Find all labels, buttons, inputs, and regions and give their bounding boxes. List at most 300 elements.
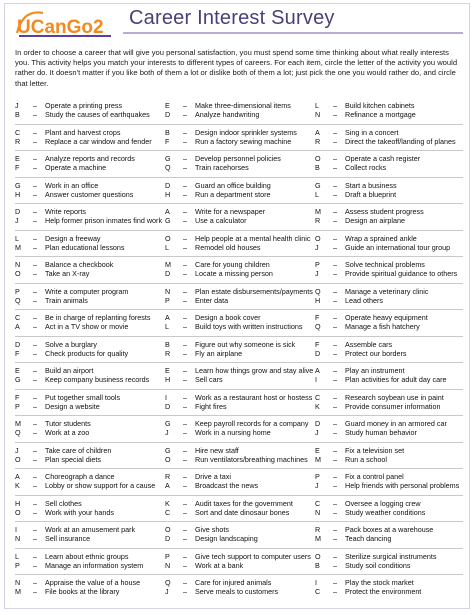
choice-letter[interactable]: Q (165, 163, 171, 172)
choice-item[interactable] (315, 534, 465, 544)
choice-item[interactable] (315, 375, 465, 385)
choice-letter[interactable]: K (165, 498, 170, 508)
dash-separator: – (333, 322, 337, 331)
choice-letter[interactable]: P (315, 260, 320, 269)
choice-letter[interactable]: P (315, 472, 320, 481)
dash-separator: – (333, 366, 337, 375)
choice-activity: Plan activities for adult day care (345, 375, 447, 384)
choice-item[interactable] (165, 561, 315, 571)
choice-pair (315, 287, 465, 307)
choice-letter[interactable]: M (315, 207, 321, 216)
choice-letter[interactable]: L (165, 242, 169, 252)
choice-item[interactable] (315, 508, 465, 518)
dash-separator: – (33, 375, 37, 384)
choice-letter[interactable]: P (15, 401, 20, 411)
choice-activity: Plan educational lessons (45, 242, 125, 252)
choice-item[interactable] (165, 243, 315, 253)
choice-item[interactable] (165, 322, 315, 332)
choice-letter[interactable]: N (165, 286, 171, 296)
choice-activity: Take an X-ray (45, 269, 90, 278)
choice-letter[interactable]: H (315, 295, 321, 305)
choice-letter[interactable]: M (15, 242, 21, 252)
choice-activity: Work with your hands (45, 507, 114, 517)
choice-letter[interactable]: L (315, 101, 319, 110)
choice-letter[interactable]: M (315, 534, 321, 543)
dash-separator: – (33, 242, 37, 252)
dash-separator: – (33, 180, 37, 190)
choice-letter[interactable]: G (165, 419, 171, 428)
choice-item[interactable] (15, 137, 165, 147)
choice-letter[interactable]: C (165, 507, 171, 517)
choice-letter[interactable]: O (165, 525, 171, 534)
choice-item[interactable] (315, 322, 465, 332)
choice-pair (15, 366, 165, 386)
choice-item[interactable] (165, 508, 315, 518)
choice-activity: Protect the environment (345, 587, 422, 596)
choice-activity: Operate heavy equipment (345, 313, 428, 322)
choice-pair (165, 552, 315, 572)
dash-separator: – (183, 578, 187, 587)
dash-separator: – (33, 481, 37, 490)
choice-item[interactable] (165, 375, 315, 385)
choice-letter[interactable]: E (15, 154, 20, 163)
choice-pair (165, 472, 315, 492)
choice-letter[interactable]: I (315, 375, 317, 384)
choice-letter[interactable]: E (165, 366, 170, 375)
choice-letter[interactable]: Q (315, 286, 321, 296)
choice-letter[interactable]: E (15, 366, 20, 375)
choice-item[interactable] (15, 587, 165, 597)
choice-activity: Give tech support to computer users (195, 551, 311, 561)
row-divider (15, 150, 463, 151)
choice-letter[interactable]: N (315, 110, 321, 119)
choice-letter[interactable]: D (165, 180, 171, 190)
choice-letter[interactable]: O (315, 154, 321, 163)
choice-letter[interactable]: L (315, 189, 319, 199)
choice-activity: Make three-dimensional items (195, 101, 291, 110)
choice-letter[interactable]: F (315, 313, 320, 322)
choice-letter[interactable]: C (15, 127, 21, 137)
choice-letter[interactable]: D (165, 534, 171, 543)
choice-pair (15, 260, 165, 280)
dash-separator: – (183, 428, 187, 437)
choice-letter[interactable]: G (15, 375, 21, 384)
choice-letter[interactable]: E (315, 445, 320, 455)
dash-separator: – (333, 260, 337, 269)
dash-separator: – (183, 525, 187, 534)
dash-separator: – (33, 578, 37, 587)
dash-separator: – (33, 286, 37, 296)
choice-activity: Work at an amusement park (45, 525, 136, 534)
dash-separator: – (183, 154, 187, 163)
choice-letter[interactable]: Q (15, 428, 21, 437)
dash-separator: – (183, 313, 187, 322)
dash-separator: – (33, 233, 37, 243)
choice-item[interactable] (15, 561, 165, 571)
choice-item[interactable] (15, 402, 165, 412)
choice-item[interactable] (165, 269, 315, 279)
choice-letter[interactable]: B (315, 560, 320, 570)
choice-activity: Solve a burglary (45, 339, 97, 349)
choice-pair (315, 101, 465, 121)
row-divider (15, 362, 463, 363)
choice-activity: Appraise the value of a house (45, 578, 141, 587)
choice-activity: Keep company business records (45, 375, 150, 384)
choice-letter[interactable]: J (15, 101, 19, 110)
dash-separator: – (183, 401, 187, 411)
choice-item[interactable] (15, 428, 165, 438)
choice-letter[interactable]: A (165, 481, 170, 490)
choice-item[interactable] (315, 561, 465, 571)
dash-separator: – (333, 525, 337, 534)
choice-activity: Study soil conditions (345, 560, 411, 570)
choice-letter[interactable]: J (165, 428, 169, 437)
title-underline (123, 32, 463, 34)
choice-letter[interactable]: O (15, 454, 21, 464)
choice-letter[interactable]: R (315, 136, 321, 146)
dash-separator: – (33, 110, 37, 119)
dash-separator: – (333, 313, 337, 322)
choice-letter[interactable]: G (165, 216, 171, 225)
row-divider (15, 309, 463, 310)
choice-activity: Train racehorses (195, 163, 249, 172)
choice-item[interactable] (15, 216, 165, 226)
choice-letter[interactable]: H (15, 498, 21, 508)
choice-letter[interactable]: G (15, 180, 21, 190)
choice-pair (315, 340, 465, 360)
choice-letter[interactable]: I (15, 525, 17, 534)
choice-activity: Design a website (45, 401, 100, 411)
choice-item[interactable] (15, 243, 165, 253)
choice-letter[interactable]: A (165, 313, 170, 322)
choice-item[interactable] (15, 375, 165, 385)
choice-item[interactable] (165, 481, 315, 491)
dash-separator: – (183, 507, 187, 517)
row-divider (15, 230, 463, 231)
choice-activity: Learn how things grow and stay alive (195, 366, 314, 375)
choice-item[interactable] (315, 163, 465, 173)
dash-separator: – (33, 339, 37, 349)
choice-activity: Collect rocks (345, 163, 387, 172)
dash-separator: – (33, 534, 37, 543)
choice-activity: Act in a TV show or movie (45, 322, 129, 331)
choice-letter[interactable]: F (15, 392, 20, 402)
choice-item[interactable] (315, 481, 465, 491)
choice-activity: Draft a blueprint (345, 189, 397, 199)
choice-activity: Work at a zoo (45, 428, 90, 437)
choice-letter[interactable]: J (315, 242, 319, 252)
ucango2-logo (13, 7, 117, 39)
choice-letter[interactable]: L (15, 233, 19, 243)
choice-letter[interactable]: R (165, 472, 171, 481)
dash-separator: – (333, 242, 337, 252)
choice-activity: Care for young children (195, 260, 270, 269)
choice-letter[interactable]: J (315, 428, 319, 437)
dash-separator: – (333, 454, 337, 464)
choice-letter[interactable]: J (15, 216, 19, 225)
choice-letter[interactable]: N (15, 260, 21, 269)
dash-separator: – (183, 322, 187, 331)
choice-letter[interactable]: E (165, 101, 170, 110)
choice-pair (315, 128, 465, 148)
choice-letter[interactable]: K (15, 481, 20, 490)
choice-letter[interactable]: D (165, 269, 171, 278)
choice-activity: Start a business (345, 180, 397, 190)
choice-letter[interactable]: A (315, 127, 320, 137)
row-divider (15, 521, 463, 522)
choice-letter[interactable]: D (15, 207, 21, 216)
choice-letter[interactable]: B (165, 127, 170, 137)
choice-letter[interactable]: P (165, 295, 170, 305)
choice-pair (315, 499, 465, 519)
choice-pair (15, 499, 165, 519)
choice-item[interactable] (15, 190, 165, 200)
choice-item[interactable] (165, 110, 315, 120)
choice-letter[interactable]: I (315, 578, 317, 587)
choice-letter[interactable]: O (315, 233, 321, 243)
choice-letter[interactable]: Q (165, 578, 171, 587)
choice-letter[interactable]: A (15, 472, 20, 481)
dash-separator: – (333, 551, 337, 561)
choice-item[interactable] (315, 110, 465, 120)
choice-letter[interactable]: I (165, 392, 167, 402)
choice-pair (15, 234, 165, 254)
dash-separator: – (333, 419, 337, 428)
choice-letter[interactable]: B (165, 339, 170, 349)
choice-item[interactable] (165, 349, 315, 359)
choice-letter[interactable]: G (165, 445, 171, 455)
choice-letter[interactable]: O (315, 551, 321, 561)
choice-activity: Play the stock market (345, 578, 414, 587)
choice-item[interactable] (315, 243, 465, 253)
dash-separator: – (333, 110, 337, 119)
dash-separator: – (333, 392, 337, 402)
choice-pair (15, 287, 165, 307)
choice-pair (15, 154, 165, 174)
choice-letter[interactable]: P (15, 286, 20, 296)
choice-letter[interactable]: P (15, 560, 20, 570)
choice-letter[interactable]: O (165, 233, 171, 243)
choice-letter[interactable]: M (165, 260, 171, 269)
choice-pair (15, 181, 165, 201)
choice-item[interactable] (315, 269, 465, 279)
dash-separator: – (333, 498, 337, 508)
choice-pair (165, 340, 315, 360)
choice-activity: Provide spiritual guidance to others (345, 269, 458, 278)
choice-letter[interactable]: C (315, 392, 321, 402)
choice-letter[interactable]: R (315, 216, 321, 225)
choice-activity: Study human behavior (345, 428, 417, 437)
choice-activity: Take care of children (45, 445, 112, 455)
choice-letter[interactable]: O (15, 269, 21, 278)
choice-activity: Design indoor sprinkler systems (195, 127, 297, 137)
choice-pair (165, 128, 315, 148)
choice-item[interactable] (315, 455, 465, 465)
choice-letter[interactable]: F (15, 163, 20, 172)
choice-activity: Fix a television set (345, 445, 405, 455)
choice-letter[interactable]: Q (315, 322, 321, 331)
choice-letter[interactable]: O (15, 507, 21, 517)
choice-item[interactable] (165, 296, 315, 306)
choice-activity: Sort and date dinosaur bones (195, 507, 290, 517)
row-divider (15, 389, 463, 390)
dash-separator: – (333, 189, 337, 199)
choice-activity: Broadcast the news (195, 481, 259, 490)
choice-activity: Fight fires (195, 401, 227, 411)
choice-pair (315, 446, 465, 466)
choice-letter[interactable]: B (15, 110, 20, 119)
choice-item[interactable] (315, 137, 465, 147)
dash-separator: – (33, 419, 37, 428)
choice-letter[interactable]: J (15, 445, 19, 455)
choice-letter[interactable]: M (315, 454, 321, 464)
choice-activity: Work at a bank (195, 560, 244, 570)
choice-item[interactable] (315, 190, 465, 200)
dash-separator: – (333, 587, 337, 596)
choice-item[interactable] (15, 296, 165, 306)
choice-item[interactable] (315, 587, 465, 597)
choice-item[interactable] (165, 455, 315, 465)
choice-letter[interactable]: G (165, 154, 171, 163)
choice-letter[interactable]: K (315, 401, 320, 411)
choice-activity: Check products for quality (45, 348, 129, 358)
choice-pair (315, 260, 465, 280)
dash-separator: – (33, 560, 37, 570)
row-divider (15, 495, 463, 496)
survey-page (4, 3, 470, 609)
dash-separator: – (183, 560, 187, 570)
dash-separator: – (183, 269, 187, 278)
choice-letter[interactable]: L (165, 322, 169, 331)
choice-letter[interactable]: J (165, 587, 169, 596)
dash-separator: – (183, 551, 187, 561)
choice-letter[interactable]: G (315, 180, 321, 190)
choice-pair (15, 446, 165, 466)
choice-item[interactable] (165, 216, 315, 226)
choice-activity: Oversee a logging crew (345, 498, 421, 508)
choice-letter[interactable]: D (315, 348, 321, 358)
choice-item[interactable] (15, 455, 165, 465)
choice-item[interactable] (165, 534, 315, 544)
choice-activity: Sell clothes (45, 498, 82, 508)
choice-item[interactable] (165, 428, 315, 438)
choice-item[interactable] (315, 216, 465, 226)
choice-activity: Analyze handwriting (195, 110, 260, 119)
choice-letter[interactable]: M (15, 587, 21, 596)
choice-letter[interactable]: J (315, 481, 319, 490)
choice-activity: Wrap a sprained ankle (345, 233, 417, 243)
dash-separator: – (333, 445, 337, 455)
choice-letter[interactable]: D (165, 401, 171, 411)
dash-separator: – (33, 313, 37, 322)
dash-separator: – (333, 216, 337, 225)
choice-item[interactable] (165, 587, 315, 597)
choice-item[interactable] (165, 137, 315, 147)
choice-letter[interactable]: P (165, 551, 170, 561)
dash-separator: – (333, 101, 337, 110)
choice-item[interactable] (315, 428, 465, 438)
choice-letter[interactable]: M (15, 419, 21, 428)
choice-letter[interactable]: R (165, 348, 171, 358)
choice-activity: Research soybean use in paint (345, 392, 444, 402)
choice-letter[interactable]: H (15, 189, 21, 199)
choice-letter[interactable]: F (315, 339, 320, 349)
choice-pair (15, 128, 165, 148)
choice-letter[interactable]: H (165, 375, 171, 384)
dash-separator: – (333, 578, 337, 587)
choice-item[interactable] (15, 349, 165, 359)
dash-separator: – (183, 233, 187, 243)
choice-letter[interactable]: Q (15, 295, 21, 305)
choice-letter[interactable]: H (165, 189, 171, 199)
choice-item[interactable] (15, 481, 165, 491)
dash-separator: – (183, 392, 187, 402)
choice-letter[interactable]: A (165, 207, 170, 216)
choice-letter[interactable]: A (15, 322, 20, 331)
choice-letter[interactable]: C (315, 498, 321, 508)
choice-activity: Protect our borders (345, 348, 407, 358)
choice-item[interactable] (165, 402, 315, 412)
choice-letter[interactable]: R (315, 525, 321, 534)
choice-letter[interactable]: C (15, 313, 21, 322)
choice-letter[interactable]: F (15, 348, 20, 358)
choice-letter[interactable]: R (15, 136, 21, 146)
choice-activity: Operate a printing press (45, 101, 123, 110)
choice-activity: Build kitchen cabinets (345, 101, 415, 110)
dash-separator: – (33, 498, 37, 508)
choice-activity: Solve technical problems (345, 260, 425, 269)
choice-letter[interactable]: F (165, 136, 170, 146)
choice-item[interactable] (15, 508, 165, 518)
choice-letter[interactable]: N (15, 534, 21, 543)
choice-activity: Refinance a mortgage (345, 110, 416, 119)
dash-separator: – (33, 163, 37, 172)
choice-item[interactable] (15, 163, 165, 173)
choice-item[interactable] (315, 296, 465, 306)
choice-pair (15, 472, 165, 492)
choice-letter[interactable]: B (315, 163, 320, 172)
dash-separator: – (183, 136, 187, 146)
choice-item[interactable] (315, 349, 465, 359)
choice-item[interactable] (15, 269, 165, 279)
choice-activity: Operate a cash register (345, 154, 421, 163)
choice-pair (15, 578, 165, 598)
choice-item[interactable] (15, 322, 165, 332)
choice-activity: Write for a newspaper (195, 207, 266, 216)
dash-separator: – (183, 110, 187, 119)
choice-item[interactable] (15, 534, 165, 544)
choice-letter[interactable]: N (15, 578, 21, 587)
choice-activity: Work in an office (45, 180, 99, 190)
choice-letter[interactable]: N (165, 560, 171, 570)
choice-pair (165, 287, 315, 307)
choice-letter[interactable]: D (165, 110, 171, 119)
choice-item[interactable] (165, 163, 315, 173)
choice-letter[interactable]: J (315, 269, 319, 278)
choice-letter[interactable]: N (315, 507, 321, 517)
choice-letter[interactable]: D (15, 339, 21, 349)
choice-letter[interactable]: O (165, 454, 171, 464)
choice-item[interactable] (315, 402, 465, 412)
choice-letter[interactable]: L (15, 551, 19, 561)
choice-letter[interactable]: C (315, 587, 321, 596)
choice-letter[interactable]: D (315, 419, 321, 428)
choice-item[interactable] (165, 190, 315, 200)
choice-activity: Manage a fish hatchery (345, 322, 420, 331)
choice-letter[interactable]: A (315, 366, 320, 375)
choice-item[interactable] (15, 110, 165, 120)
choice-activity: Design landscaping (195, 534, 258, 543)
